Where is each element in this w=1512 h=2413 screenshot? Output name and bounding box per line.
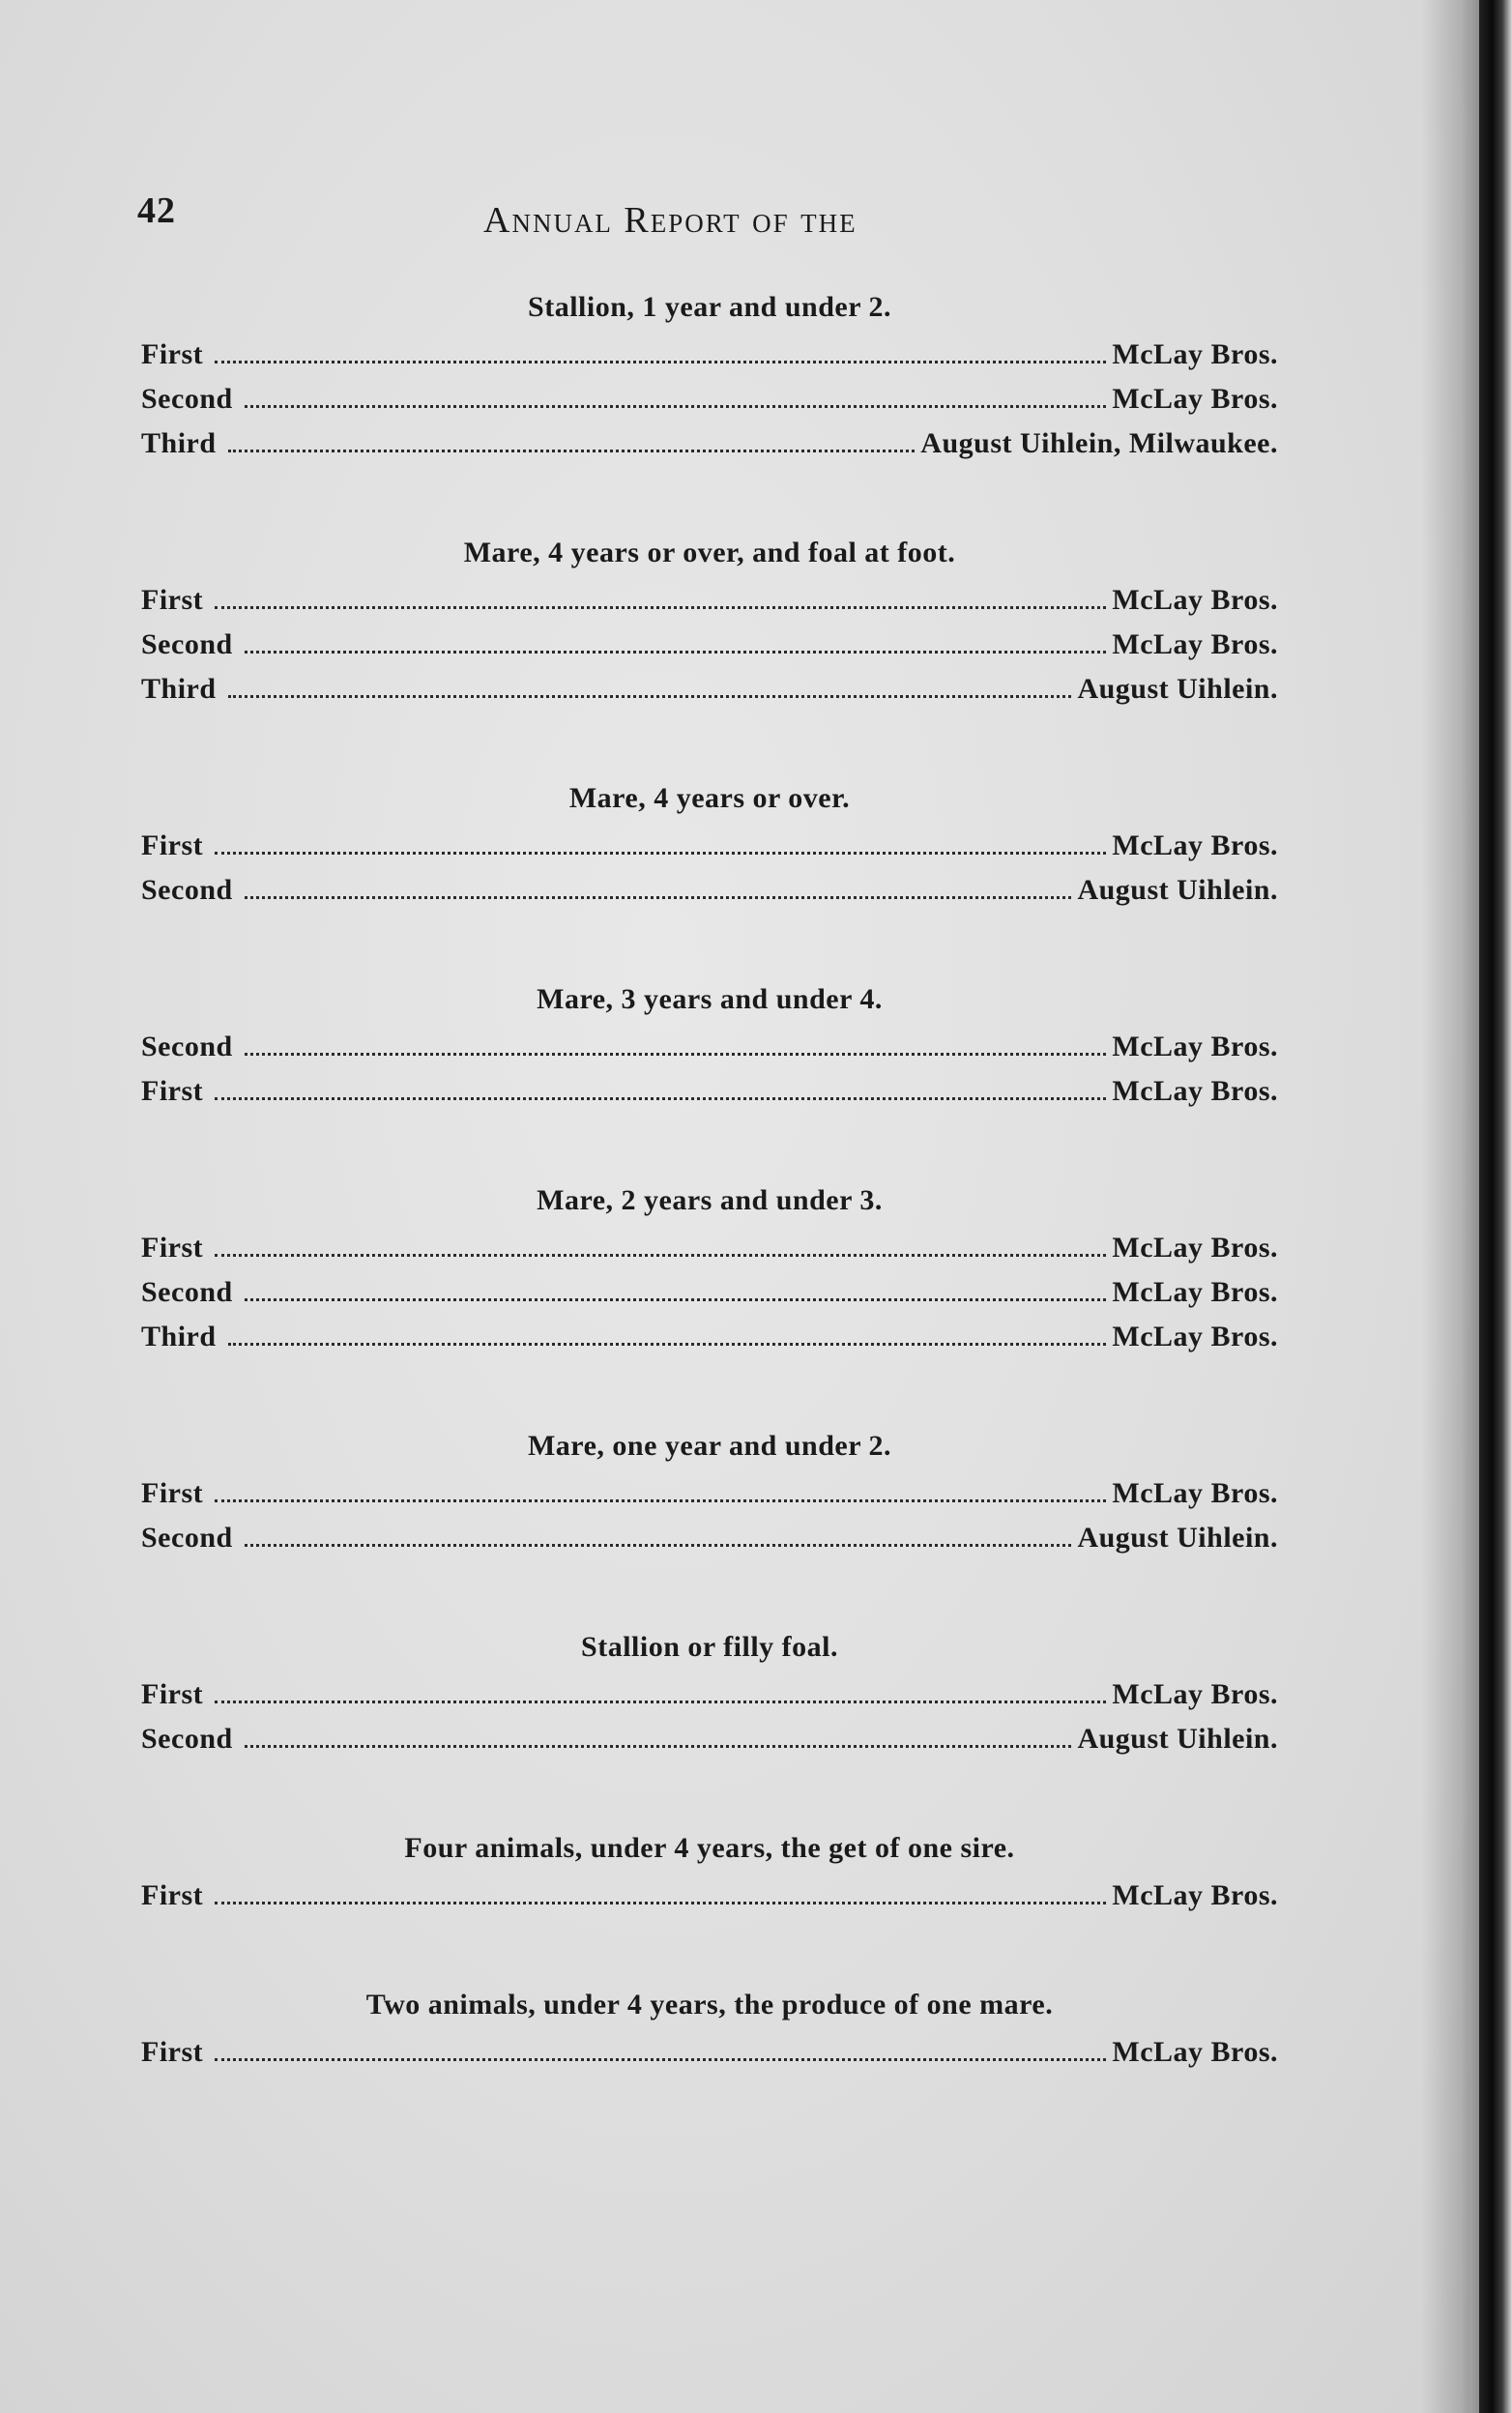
award-entry — [141, 333, 1278, 377]
award-class-section — [141, 282, 1278, 466]
dot-leader — [215, 852, 1106, 855]
dot-leader — [245, 1745, 1072, 1748]
award-place: Third — [141, 1321, 217, 1352]
award-entry — [141, 422, 1278, 466]
page-edge-shadow — [1421, 0, 1479, 2413]
award-place: Second — [141, 1522, 233, 1554]
award-entry — [141, 1025, 1278, 1069]
dot-leader — [245, 405, 1107, 408]
award-entry — [141, 1672, 1278, 1717]
award-winner: McLay Bros. — [1112, 1477, 1278, 1509]
award-list — [141, 282, 1278, 2137]
class-title: Stallion, 1 year and under 2. — [528, 291, 891, 323]
dot-leader — [215, 1701, 1106, 1703]
award-place: Second — [141, 1031, 233, 1062]
award-place: First — [141, 1879, 204, 1911]
award-class-section — [141, 1421, 1278, 1560]
dot-leader — [245, 651, 1107, 654]
award-class-section — [141, 1176, 1278, 1359]
award-winner: McLay Bros. — [1112, 1678, 1278, 1710]
class-title: Mare, one year and under 2. — [527, 1430, 891, 1462]
award-class-section — [141, 1622, 1278, 1761]
dot-leader — [215, 361, 1106, 363]
award-place: First — [141, 1678, 204, 1710]
award-winner: August Uihlein, Milwaukee. — [920, 427, 1278, 459]
award-class-section — [141, 528, 1278, 712]
award-entry — [141, 623, 1278, 667]
award-winner: McLay Bros. — [1112, 628, 1278, 660]
class-title: Mare, 3 years and under 4. — [537, 983, 883, 1015]
award-place: First — [141, 1477, 204, 1509]
award-place: First — [141, 584, 204, 616]
award-place: First — [141, 829, 204, 861]
award-class-section — [141, 1823, 1278, 1918]
award-class-section — [141, 773, 1278, 913]
page-number: 42 — [137, 190, 176, 231]
award-entry — [141, 1069, 1278, 1114]
dot-leader — [215, 1254, 1106, 1257]
award-class-section — [141, 1980, 1278, 2075]
award-entry — [141, 1516, 1278, 1560]
dot-leader — [245, 1298, 1107, 1301]
award-place: Third — [141, 673, 217, 705]
dot-leader — [215, 1499, 1106, 1502]
class-title: Mare, 4 years or over, and foal at foot. — [463, 537, 956, 568]
award-place: First — [141, 338, 204, 370]
class-title: Four animals, under 4 years, the get of one sire. — [404, 1832, 1015, 1864]
award-winner: August Uihlein. — [1077, 673, 1278, 705]
class-title: Two animals, under 4 years, the produce of one mare. — [365, 1989, 1054, 2021]
award-entry — [141, 1874, 1278, 1918]
award-place: Second — [141, 383, 233, 415]
award-winner: McLay Bros. — [1112, 829, 1278, 861]
award-place: First — [141, 1232, 204, 1264]
running-head: Annual Report of the — [483, 200, 858, 241]
dot-leader — [245, 896, 1072, 899]
award-entry — [141, 824, 1278, 868]
award-winner: McLay Bros. — [1112, 1276, 1278, 1308]
award-entry — [141, 578, 1278, 623]
award-entry — [141, 1270, 1278, 1315]
award-entry — [141, 868, 1278, 913]
award-winner: August Uihlein. — [1077, 1723, 1278, 1755]
dot-leader — [215, 606, 1106, 609]
award-entry — [141, 2030, 1278, 2075]
award-place: First — [141, 2036, 204, 2068]
award-winner: McLay Bros. — [1112, 338, 1278, 370]
award-winner: McLay Bros. — [1112, 2036, 1278, 2068]
award-winner: August Uihlein. — [1077, 874, 1278, 906]
dot-leader — [228, 1343, 1107, 1346]
class-title: Mare, 2 years and under 3. — [537, 1184, 883, 1216]
award-entry — [141, 1471, 1278, 1516]
award-winner: McLay Bros. — [1112, 1232, 1278, 1264]
award-place: First — [141, 1075, 204, 1107]
dot-leader — [228, 450, 916, 452]
class-title: Mare, 4 years or over. — [568, 782, 851, 814]
award-class-section — [141, 974, 1278, 1114]
class-title: Stallion or filly foal. — [581, 1631, 838, 1663]
dot-leader — [245, 1053, 1107, 1056]
award-entry — [141, 1226, 1278, 1270]
award-place: Third — [141, 427, 217, 459]
dot-leader — [228, 695, 1072, 698]
award-entry — [141, 1717, 1278, 1761]
award-winner: McLay Bros. — [1112, 1031, 1278, 1062]
dot-leader — [215, 1902, 1106, 1904]
dot-leader — [215, 2058, 1106, 2061]
award-place: Second — [141, 1723, 233, 1755]
book-spine — [1479, 0, 1512, 2413]
award-winner: McLay Bros. — [1112, 1879, 1278, 1911]
dot-leader — [215, 1097, 1106, 1100]
award-entry — [141, 1315, 1278, 1359]
award-entry — [141, 667, 1278, 712]
award-winner: August Uihlein. — [1077, 1522, 1278, 1554]
award-winner: McLay Bros. — [1112, 584, 1278, 616]
award-place: Second — [141, 628, 233, 660]
award-entry — [141, 377, 1278, 422]
award-winner: McLay Bros. — [1112, 383, 1278, 415]
award-place: Second — [141, 874, 233, 906]
dot-leader — [245, 1544, 1072, 1547]
award-winner: McLay Bros. — [1112, 1321, 1278, 1352]
award-winner: McLay Bros. — [1112, 1075, 1278, 1107]
award-place: Second — [141, 1276, 233, 1308]
